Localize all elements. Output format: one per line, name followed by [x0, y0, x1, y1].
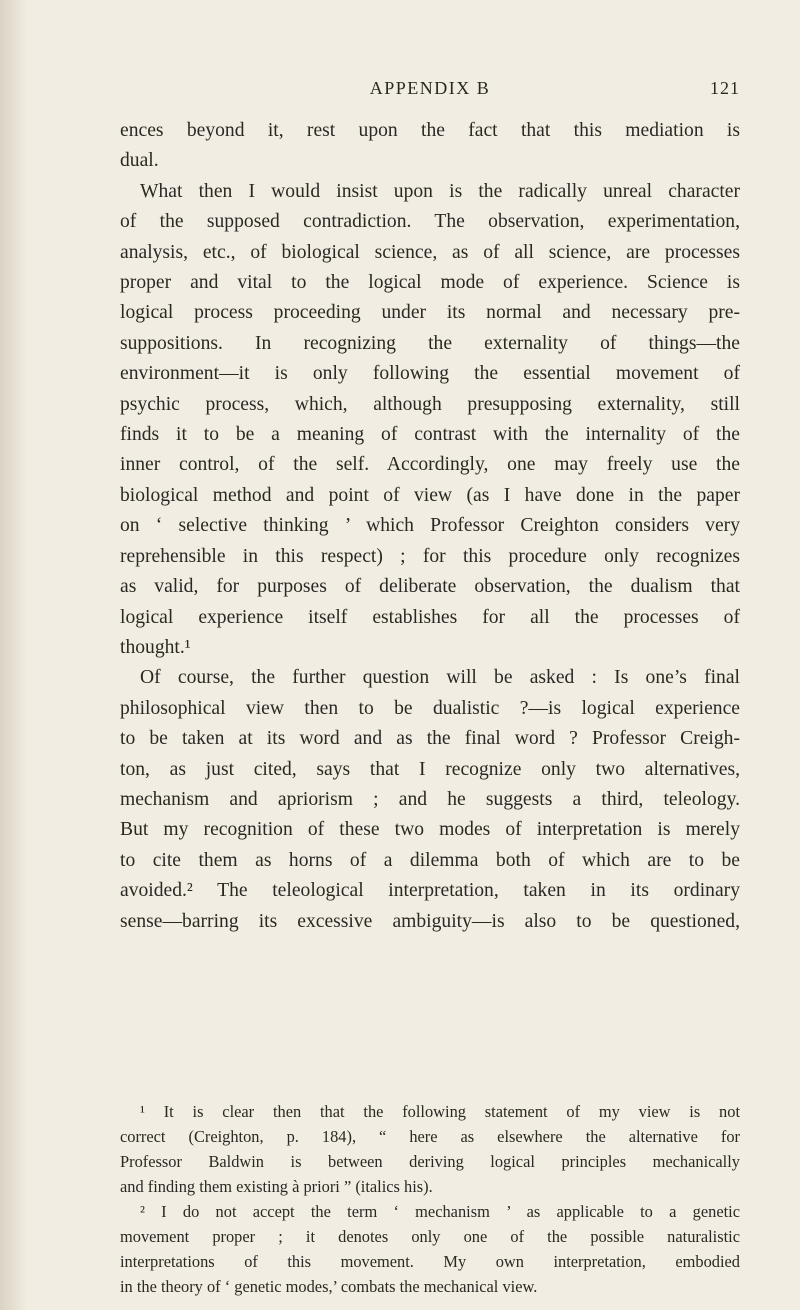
footnote-line: in the theory of ‘ genetic modes,’ combats the mechanical view. [120, 1277, 538, 1296]
body-line: ences beyond it, rest upon the fact that this mediation is [120, 120, 740, 141]
footnote-line: correct (Creighton, p. 184), “ here as elsewhere the alternative for [120, 1127, 740, 1146]
body-line: psychic process, which, although presupposing externality, still [120, 393, 740, 415]
body-line: philosophical view then to be dualistic ?—is logical experience [120, 697, 740, 719]
body-line: sense—barring its excessive ambiguity—is also to be questioned, [120, 910, 740, 932]
footnote-line: Professor Baldwin is between deriving logical principles mechanically [120, 1152, 740, 1171]
body-line: finds it to be a meaning of contrast with the internality of the [120, 424, 740, 446]
body-line: avoided.² The teleological interpretation, taken in its ordinary [120, 880, 740, 902]
body-line: reprehensible in this respect) ; for this procedure only recognizes [120, 545, 740, 567]
body-line: of the supposed contradiction. The observation, experimentation, [120, 211, 740, 233]
body-line: logical experience itself establishes for all the processes of [120, 606, 740, 628]
footnote-line: and finding them existing à priori ” (italics his). [120, 1177, 433, 1196]
page-edge-shadow [0, 0, 28, 1310]
body-line: environment—it is only following the essential movement of [120, 363, 740, 385]
body-line: dual. [120, 150, 159, 172]
body-line: to cite them as horns of a dilemma both of which are to be [120, 849, 740, 871]
running-head [120, 78, 740, 106]
body-line: ton, as just cited, says that I recognize only two alternatives, [120, 758, 740, 780]
body-line: mechanism and apriorism ; and he suggests a third, teleology. [120, 788, 740, 810]
footnote-line: movement proper ; it denotes only one of the possible naturalistic [120, 1227, 740, 1246]
body-line: But my recognition of these two modes of interpretation is merely [120, 819, 740, 841]
body-line: to be taken at its word and as the final word ? Professor Creigh- [120, 728, 740, 750]
running-title: APPENDIX B [369, 78, 491, 98]
body-line: as valid, for purposes of deliberate observation, the dualism that [120, 576, 740, 598]
page-number: 121 [710, 78, 740, 98]
body-line: suppositions. In recognizing the externality of things—the [120, 332, 740, 354]
footnote-line: ² I do not accept the term ‘ mechanism ’ as applicable to a genetic [140, 1202, 740, 1221]
footnote-line: interpretations of this movement. My own interpretation, embodied [120, 1252, 740, 1271]
body-line: thought.¹ [120, 636, 191, 658]
body-line: inner control, of the self. Accordingly, one may freely use the [120, 454, 740, 476]
body-line: analysis, etc., of biological science, as of all science, are processes [120, 241, 740, 263]
footnote-line: ¹ It is clear then that the following statement of my view is not [140, 1102, 740, 1121]
body-line: biological method and point of view (as I have done in the paper [120, 484, 740, 506]
footnotes [120, 1099, 740, 1299]
body-line: proper and vital to the logical mode of experience. Science is [120, 272, 740, 294]
body-line: Of course, the further question will be asked : Is one’s final [140, 667, 740, 689]
body-line: What then I would insist upon is the radically unreal character [140, 180, 740, 202]
body-text [120, 116, 740, 937]
body-line: logical process proceeding under its normal and necessary pre- [120, 302, 740, 324]
body-line: on ‘ selective thinking ’ which Professor Creighton considers very [120, 515, 740, 537]
